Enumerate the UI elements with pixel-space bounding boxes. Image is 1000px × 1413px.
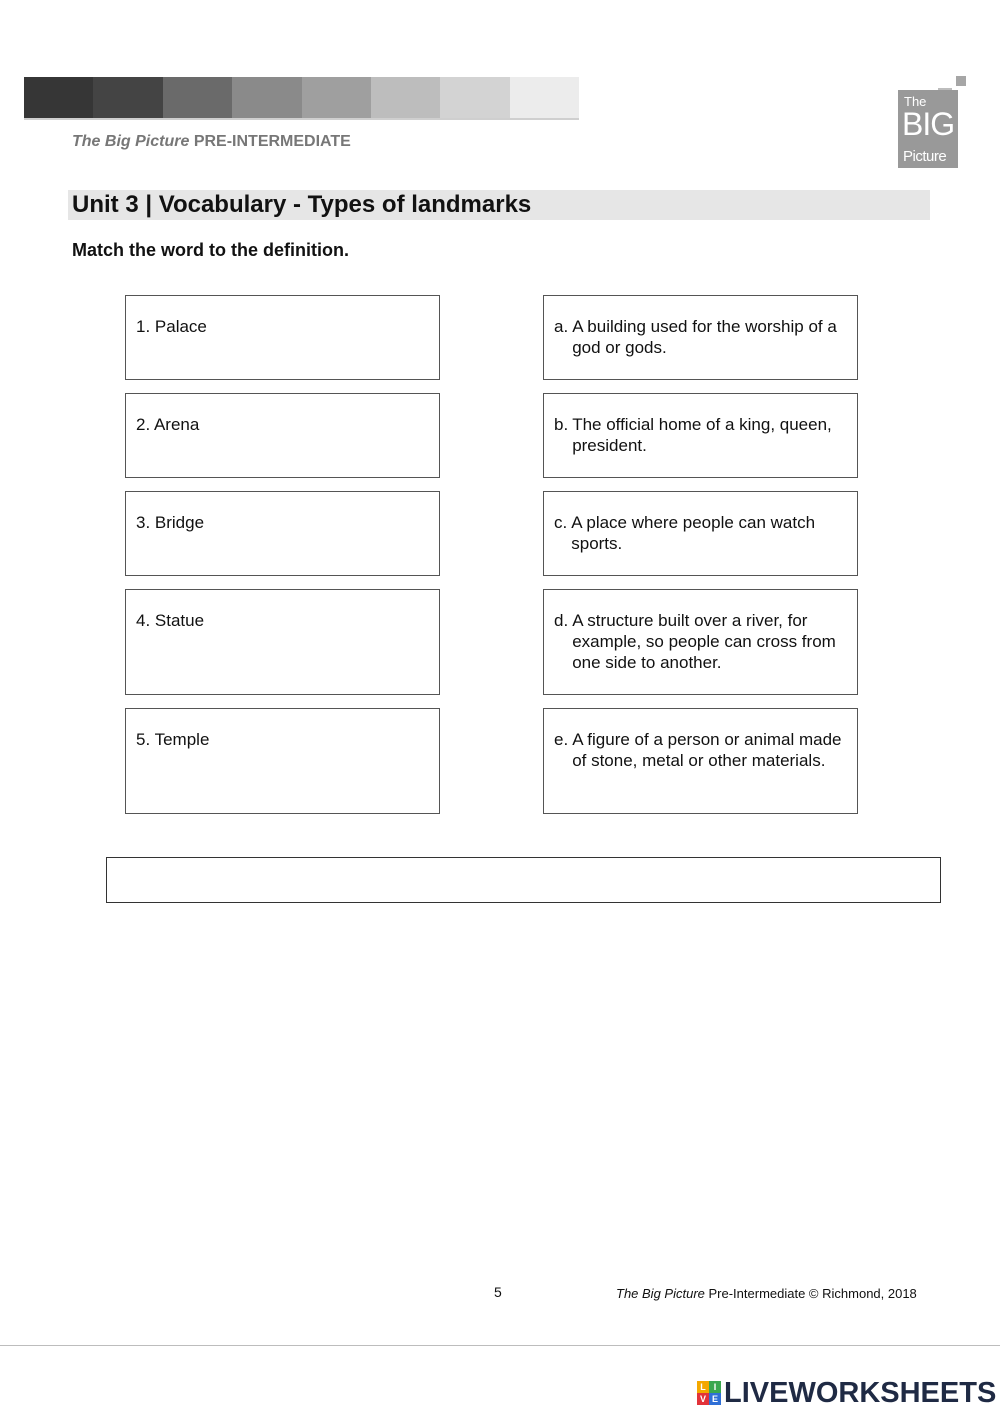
definition-letter: b. bbox=[554, 415, 569, 434]
series-heading bbox=[72, 133, 351, 151]
icon-letter: L bbox=[697, 1381, 709, 1393]
band-segment bbox=[232, 77, 301, 119]
series-title: The Big Picture bbox=[72, 133, 190, 150]
icon-letter: I bbox=[709, 1381, 721, 1393]
word-box-2[interactable] bbox=[125, 393, 440, 478]
definition-text: A place where people can watch sports. bbox=[571, 513, 816, 553]
header-gradient-band bbox=[24, 77, 579, 119]
copyright-credit bbox=[616, 1286, 917, 1301]
definition-box-c[interactable] bbox=[543, 491, 858, 576]
word-label: 2. Arena bbox=[136, 415, 200, 434]
word-box-1[interactable] bbox=[125, 295, 440, 380]
word-label: 4. Statue bbox=[136, 611, 205, 630]
icon-letter: E bbox=[709, 1393, 721, 1405]
logo-text-picture: Picture bbox=[903, 148, 947, 165]
definition-letter: d. bbox=[554, 611, 569, 630]
word-box-5[interactable] bbox=[125, 708, 440, 814]
definition-box-e[interactable] bbox=[543, 708, 858, 814]
band-segment bbox=[163, 77, 232, 119]
word-box-3[interactable] bbox=[125, 491, 440, 576]
icon-letter: V bbox=[697, 1393, 709, 1405]
definition-box-a[interactable] bbox=[543, 295, 858, 380]
credit-title: The Big Picture bbox=[616, 1286, 705, 1301]
footer-divider bbox=[0, 1345, 1000, 1346]
band-segment bbox=[24, 77, 93, 119]
band-segment bbox=[510, 77, 579, 119]
word-box-4[interactable] bbox=[125, 589, 440, 695]
brand-text: LIVEWORKSHEETS bbox=[724, 1376, 997, 1409]
band-segment bbox=[371, 77, 440, 119]
definition-text: A structure built over a river, for example, so people can cross from one side to another. bbox=[572, 611, 836, 672]
definition-text: A figure of a person or animal made of stone, metal or other materials. bbox=[572, 730, 842, 770]
word-label: 1. Palace bbox=[136, 317, 207, 336]
page-number: 5 bbox=[494, 1284, 502, 1300]
band-segment bbox=[440, 77, 509, 119]
definition-text: The official home of a king, queen, president. bbox=[572, 415, 832, 455]
series-level: PRE-INTERMEDIATE bbox=[193, 133, 351, 150]
band-segment bbox=[93, 77, 162, 119]
liveworksheets-icon bbox=[697, 1381, 721, 1405]
instruction: Match the word to the definition. bbox=[72, 240, 349, 260]
word-label: 3. Bridge bbox=[136, 513, 205, 532]
definition-letter: e. bbox=[554, 730, 569, 749]
definition-box-b[interactable] bbox=[543, 393, 858, 478]
credit-text: Pre-Intermediate © Richmond, 2018 bbox=[708, 1286, 917, 1301]
word-label: 5. Temple bbox=[136, 730, 210, 749]
answer-box[interactable] bbox=[106, 857, 941, 903]
band-segment bbox=[302, 77, 371, 119]
definition-letter: c. bbox=[554, 513, 568, 532]
page-title: Unit 3 | Vocabulary - Types of landmarks bbox=[72, 191, 532, 218]
definition-box-d[interactable] bbox=[543, 589, 858, 695]
liveworksheets-brand[interactable] bbox=[697, 1377, 996, 1409]
definition-letter: a. bbox=[554, 317, 569, 336]
big-picture-logo bbox=[898, 76, 966, 168]
logo-text-big: BIG bbox=[902, 106, 955, 142]
logo-square bbox=[956, 76, 966, 86]
band-underline bbox=[24, 118, 579, 120]
logo-text-the: The bbox=[904, 94, 927, 109]
definition-text: A building used for the worship of a god or gods. bbox=[572, 317, 837, 357]
